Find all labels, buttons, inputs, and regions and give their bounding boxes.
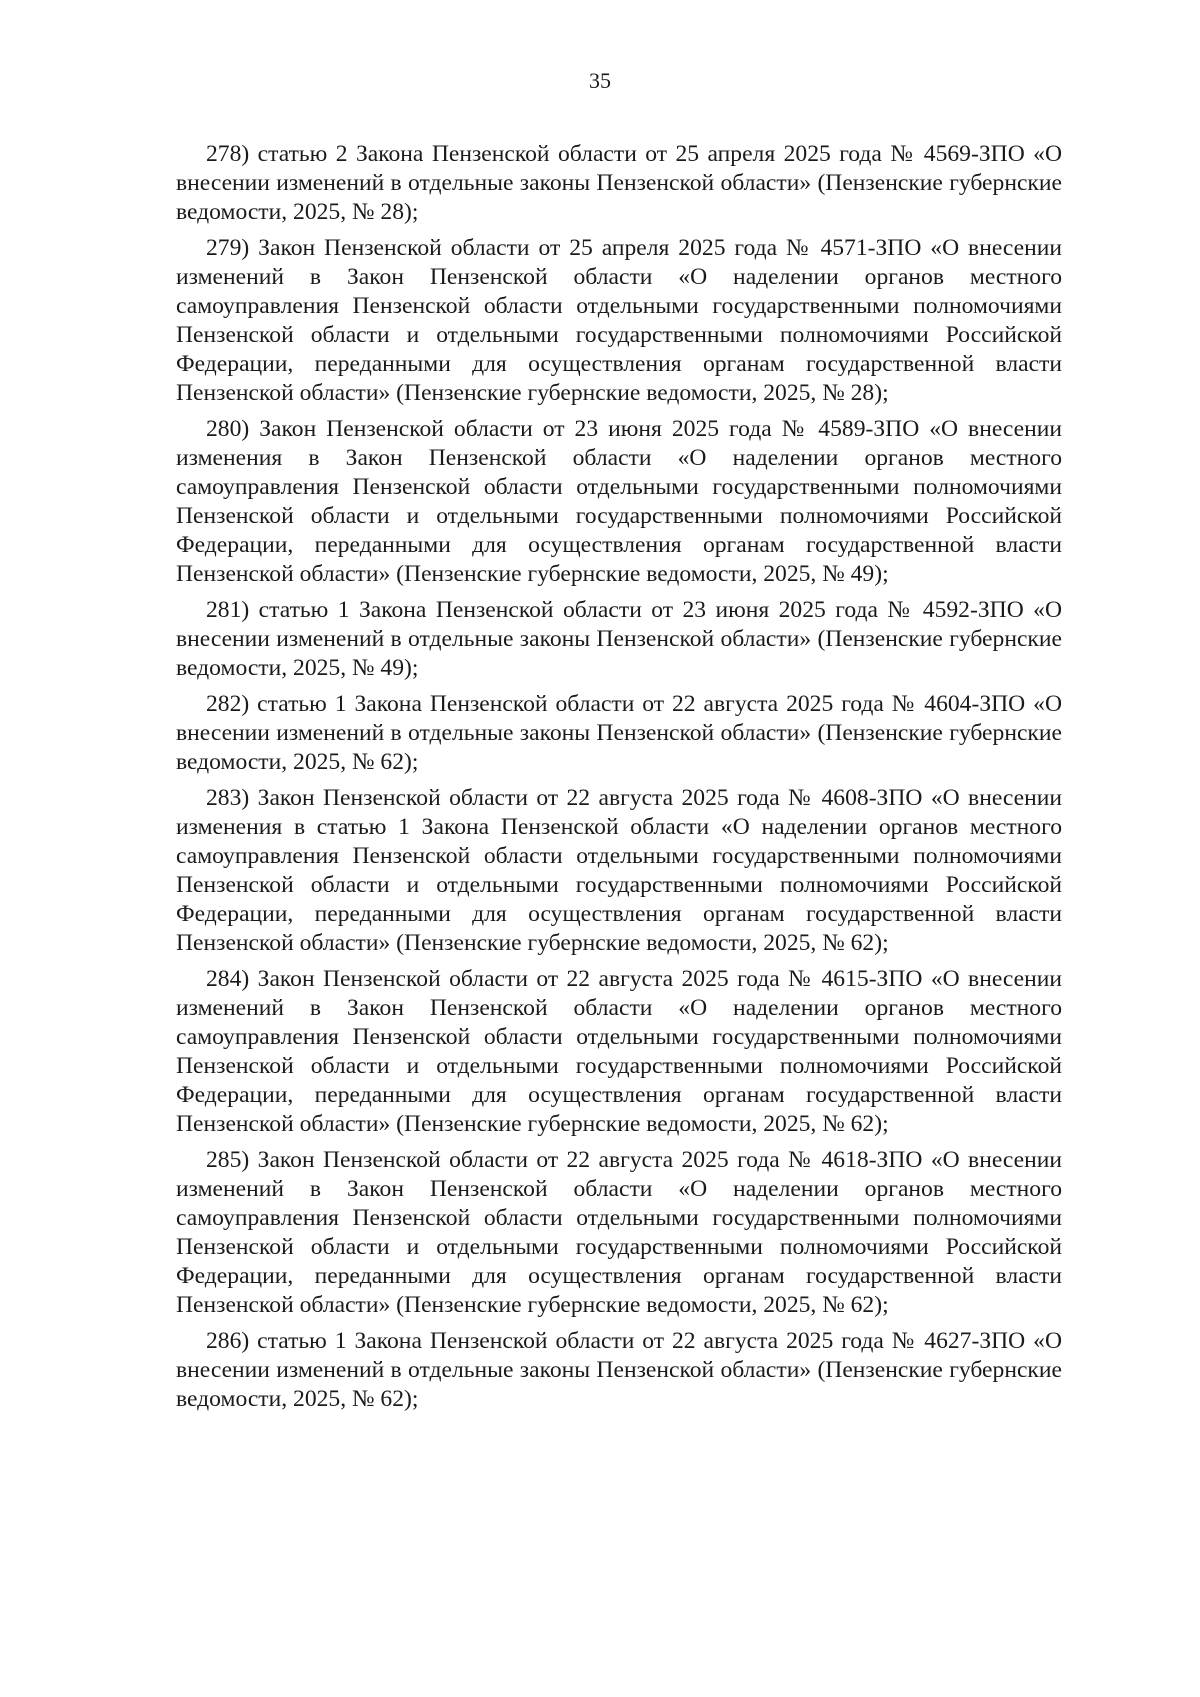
list-item-280: 280) Закон Пензенской области от 23 июня 2025 года № 4589-ЗПО «О внесении изменения в Закон Пензенской области «О наделении органов местного самоуправления Пензенской области отдельными государственными полномочиями Пензенской области и отдельными государственными полномочиями Российской Федерации, переданными для осуществления органам государственной власти Пензенской области» (Пензенские губернские ведомости, 2025, № 49); — [176, 416, 1062, 587]
list-item-278: 278) статью 2 Закона Пензенской области от 25 апреля 2025 года № 4569-ЗПО «О внесении изменений в отдельные законы Пензенской области» (Пензенские губернские ведомости, 2025, № 28); — [176, 141, 1062, 225]
document-body — [176, 140, 1062, 1421]
list-item-284: 284) Закон Пензенской области от 22 августа 2025 года № 4615-ЗПО «О внесении изменений в Закон Пензенской области «О наделении органов местного самоуправления Пензенской области отдельными государственными полномочиями Пензенской области и отдельными государственными полномочиями Российской Федерации, переданными для осуществления органам государственной власти Пензенской области» (Пензенские губернские ведомости, 2025, № 62); — [176, 966, 1062, 1137]
list-item-282: 282) статью 1 Закона Пензенской области от 22 августа 2025 года № 4604-ЗПО «О внесении изменений в отдельные законы Пензенской области» (Пензенские губернские ведомости, 2025, № 62); — [176, 691, 1062, 775]
list-item-286: 286) статью 1 Закона Пензенской области от 22 августа 2025 года № 4627-ЗПО «О внесении изменений в отдельные законы Пензенской области» (Пензенские губернские ведомости, 2025, № 62); — [176, 1328, 1062, 1412]
list-item-285: 285) Закон Пензенской области от 22 августа 2025 года № 4618-ЗПО «О внесении изменений в Закон Пензенской области «О наделении органов местного самоуправления Пензенской области отдельными государственными полномочиями Пензенской области и отдельными государственными полномочиями Российской Федерации, переданными для осуществления органам государственной власти Пензенской области» (Пензенские губернские ведомости, 2025, № 62); — [176, 1147, 1062, 1318]
page-number: 35 — [589, 68, 611, 93]
list-item-283: 283) Закон Пензенской области от 22 августа 2025 года № 4608-ЗПО «О внесении изменения в статью 1 Закона Пензенской области «О наделении органов местного самоуправления Пензенской области отдельными государственными полномочиями Пензенской области и отдельными государственными полномочиями Российской Федерации, переданными для осуществления органам государственной власти Пензенской области» (Пензенские губернские ведомости, 2025, № 62); — [176, 785, 1062, 956]
list-item-279: 279) Закон Пензенской области от 25 апреля 2025 года № 4571-ЗПО «О внесении изменений в Закон Пензенской области «О наделении органов местного самоуправления Пензенской области отдельными государственными полномочиями Пензенской области и отдельными государственными полномочиями Российской Федерации, переданными для осуществления органам государственной власти Пензенской области» (Пензенские губернские ведомости, 2025, № 28); — [176, 235, 1062, 406]
list-item-281: 281) статью 1 Закона Пензенской области от 23 июня 2025 года № 4592-ЗПО «О внесении изменений в отдельные законы Пензенской области» (Пензенские губернские ведомости, 2025, № 49); — [176, 597, 1062, 681]
